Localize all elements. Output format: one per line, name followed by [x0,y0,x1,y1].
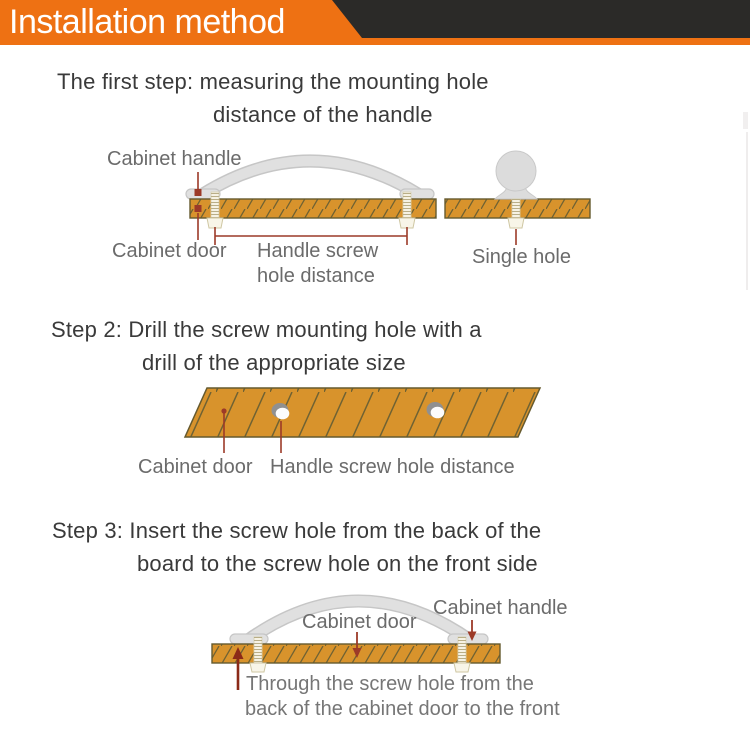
label-screw-distance-line1: Handle screw [257,240,379,262]
cabinet-door-pointer-dot [195,205,202,212]
label-cabinet-handle: Cabinet handle [107,148,242,170]
step2-heading-line2: drill of the appropriate size [142,350,406,375]
step1-heading-line2: distance of the handle [213,102,433,127]
handle-foot-right [448,634,488,644]
label-screw-distance: Handle screw hole distance [270,456,515,478]
diagram2-drilled-board [185,388,540,453]
page-title: Installation method [9,3,285,41]
label-single-hole: Single hole [472,246,571,268]
cabinet-handle-pointer-dot [195,189,202,196]
label-cabinet-handle: Cabinet handle [433,597,568,619]
label-cabinet-door: Cabinet door [112,240,227,262]
label-cabinet-door: Cabinet door [138,456,253,478]
step2-heading-line1: Step 2: Drill the screw mounting hole with a [51,317,482,342]
step3-heading-line2: board to the screw hole on the front side [137,551,538,576]
note-line2: back of the cabinet door to the front [245,698,560,720]
step3-heading-line1: Step 3: Insert the screw hole from the back of the [52,518,542,543]
cabinet-door-board-left [190,199,436,218]
edge-artifact-top [743,112,748,129]
note-line1: Through the screw hole from the [246,673,534,695]
step1-heading-line1: The first step: measuring the mounting hole [57,69,489,94]
diagram1-handle-measuring [186,151,590,245]
edge-artifact-line [746,132,748,290]
label-screw-distance-line2: hole distance [257,265,375,287]
cabinet-door-board-skewed [185,388,540,437]
knob [495,151,537,199]
label-cabinet-door: Cabinet door [302,611,417,633]
